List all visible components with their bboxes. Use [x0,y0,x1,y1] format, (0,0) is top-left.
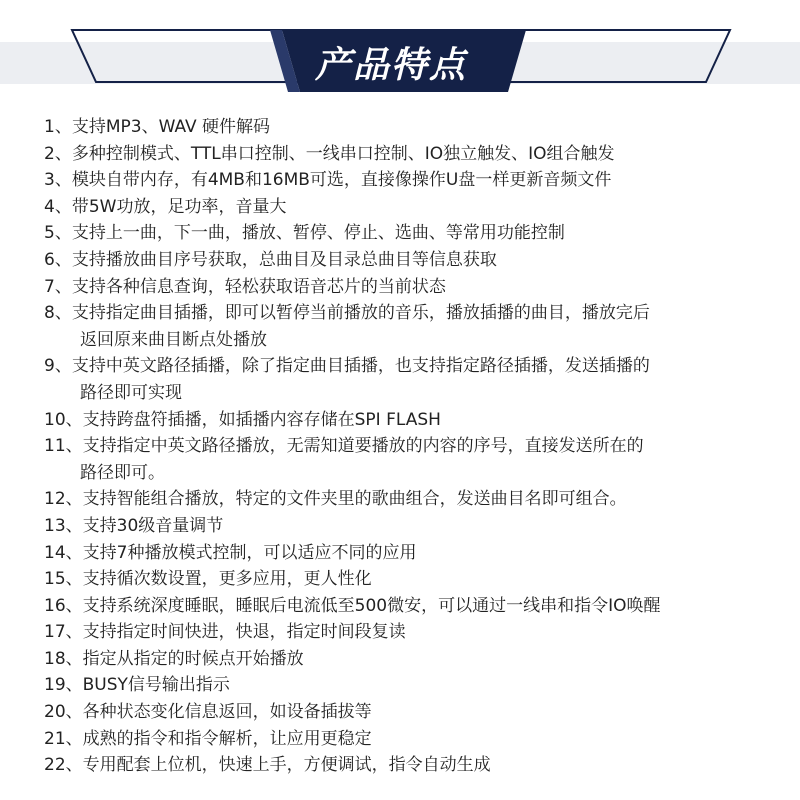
feature-item [44,619,784,646]
feature-number: 10、 [44,409,83,430]
feature-item [44,593,784,620]
feature-text-continuation: 返回原来曲目断点处播放 [80,329,267,350]
feature-item [44,672,784,699]
feature-item [44,407,784,434]
feature-number: 13、 [44,515,83,536]
feature-text: 支持指定曲目插播，即可以暂停当前播放的音乐，播放插播的曲目，播放完后 [71,303,650,324]
feature-number: 15、 [44,569,83,590]
feature-text: 多种控制模式、TTL串口控制、一线串口控制、IO独立触发、IO组合触发 [71,143,615,164]
feature-number: 9、 [44,356,72,377]
feature-number: 2、 [44,143,72,164]
feature-text: 支持各种信息查询，轻松获取语音芯片的当前状态 [71,276,446,297]
feature-number: 5、 [44,223,72,244]
feature-text: 支持智能组合播放，特定的文件夹里的歌曲组合，发送曲目名即可组合。 [82,489,627,510]
feature-number: 19、 [44,675,83,696]
feature-text: 支持指定时间快进，快退，指定时间段复读 [82,622,406,643]
feature-item [44,247,784,274]
feature-number: 18、 [44,648,83,669]
feature-item [44,274,784,301]
feature-item [44,486,784,513]
feature-number: 6、 [44,249,72,270]
feature-number: 3、 [44,170,72,191]
feature-number: 20、 [44,702,83,723]
feature-text: 支持上一曲，下一曲，播放、暂停、停止、选曲、等常用功能控制 [71,223,565,244]
feature-text: 支持循次数设置，更多应用，更人性化 [82,569,372,590]
feature-item [44,699,784,726]
feature-text: 指定从指定的时候点开始播放 [82,648,304,669]
feature-item [44,114,784,141]
feature-text: 成熟的指令和指令解析，让应用更稳定 [82,728,372,749]
feature-text: 支持30级音量调节 [82,515,224,536]
feature-text-continuation: 路径即可。 [80,462,165,483]
page-title: 产品特点 [314,44,467,86]
feature-item [44,566,784,593]
feature-item [44,353,784,406]
feature-number: 17、 [44,622,83,643]
feature-item [44,513,784,540]
feature-number: 21、 [44,728,83,749]
feature-number: 16、 [44,595,83,616]
feature-text: 带5W功放，足功率，音量大 [71,196,287,217]
feature-text: 支持跨盘符插播，如插播内容存储在SPI FLASH [82,409,441,430]
feature-text: 支持MP3、WAV 硬件解码 [71,117,271,137]
feature-number: 14、 [44,542,83,563]
feature-text: BUSY信号输出指示 [82,675,230,696]
feature-item [44,300,784,353]
feature-text: 支持指定中英文路径播放，无需知道要播放的内容的序号，直接发送所在的 [82,436,644,457]
feature-item [44,194,784,221]
feature-item [44,220,784,247]
feature-text: 支持系统深度睡眠，睡眠后电流低至500微安，可以通过一线串和指令IO唤醒 [82,595,661,616]
feature-number: 11、 [44,436,83,457]
feature-text-continuation: 路径即可实现 [80,382,182,403]
feature-number: 12、 [44,489,83,510]
feature-item [44,726,784,753]
feature-number: 4、 [44,196,72,217]
feature-item [44,540,784,567]
feature-item [44,141,784,168]
feature-item [44,167,784,194]
feature-text: 支持中英文路径插播，除了指定曲目插播，也支持指定路径插播，发送插播的 [71,356,650,377]
feature-list [44,114,784,779]
feature-item [44,752,784,779]
feature-text: 支持播放曲目序号获取，总曲目及目录总曲目等信息获取 [71,249,497,270]
feature-number: 22、 [44,755,83,776]
feature-text: 支持7种播放模式控制，可以适应不同的应用 [82,542,417,563]
feature-item [44,433,784,486]
feature-text: 模块自带内存，有4MB和16MB可选，直接像操作U盘一样更新音频文件 [71,170,612,191]
feature-number: 8、 [44,303,72,324]
feature-text: 专用配套上位机，快速上手，方便调试，指令自动生成 [82,755,491,776]
feature-text: 各种状态变化信息返回，如设备插拔等 [82,702,372,723]
feature-number: 7、 [44,276,72,297]
feature-item [44,646,784,673]
feature-number: 1、 [44,117,72,137]
